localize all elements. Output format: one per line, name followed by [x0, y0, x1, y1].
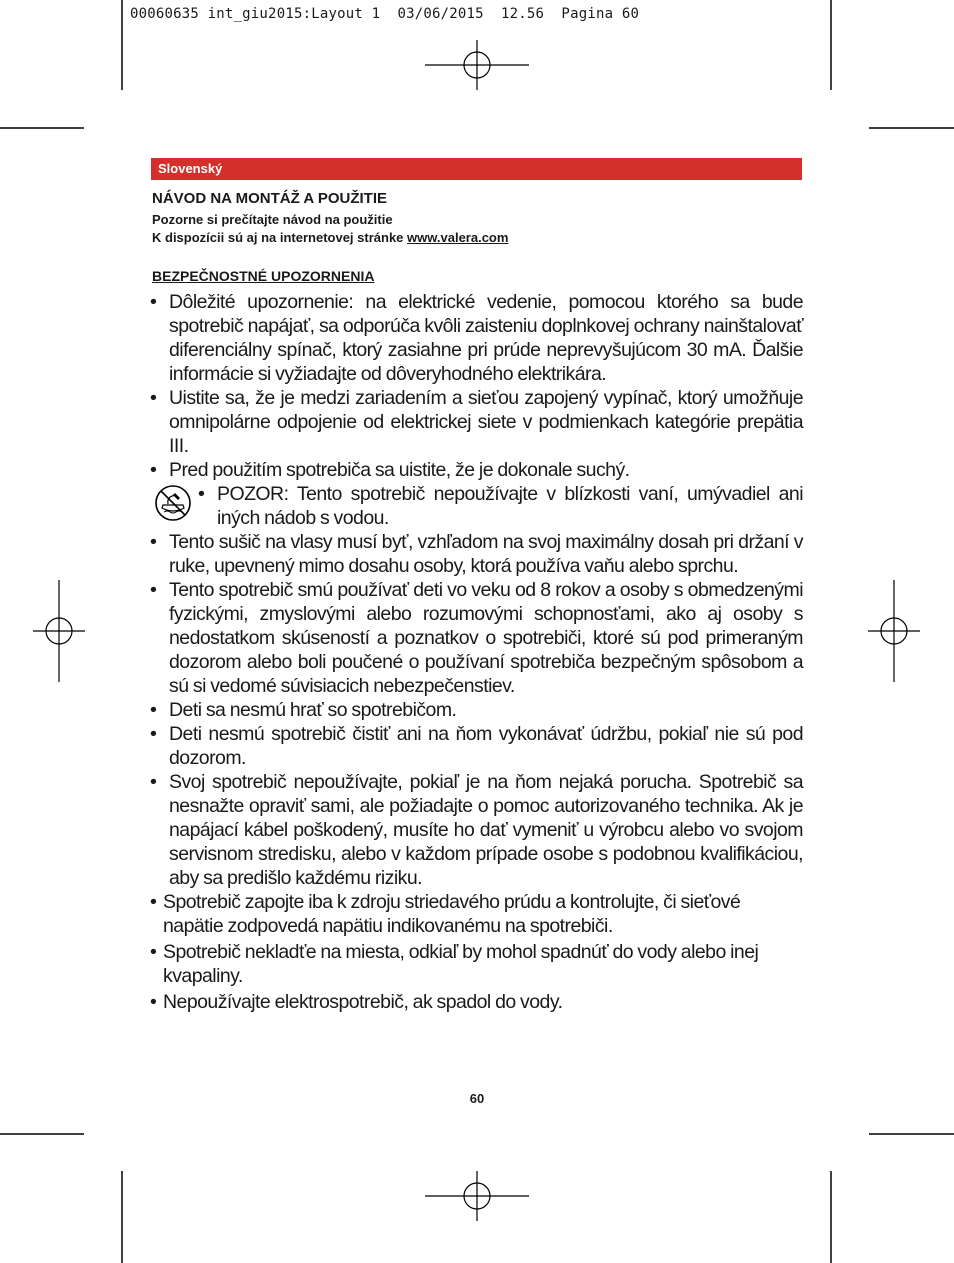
item-text: POZOR: Tento spotrebič nepoužívajte v blízkosti vaní, umývadiel ani iných nádob s vodou.	[217, 483, 803, 529]
list-item	[150, 386, 803, 458]
list-item	[150, 698, 803, 722]
bullet: •	[150, 531, 157, 553]
page-number: 60	[469, 1091, 485, 1106]
language-label: Slovenský	[158, 161, 223, 176]
manual-subtitle: Pozorne si prečítajte návod na použitie	[152, 212, 393, 227]
bullet: •	[150, 723, 157, 745]
registration-mark-right	[868, 580, 920, 682]
item-text: Spotrebič nekladťe na miesta, odkiaľ by mohol spadnúť do vody alebo inej kvapaliny.	[163, 941, 759, 987]
bullet: •	[150, 699, 157, 721]
list-item	[150, 530, 803, 578]
list-item	[150, 458, 803, 482]
registration-mark-top	[425, 40, 529, 90]
slug-line: 00060635 int_giu2015:Layout 1 03/06/2015 12.56 Pagina 60	[130, 6, 640, 22]
no-water-bath-icon	[154, 484, 192, 522]
manual-title: NÁVOD NA MONTÁŽ A POUŽITIE	[152, 190, 387, 207]
item-text: Deti nesmú spotrebič čistiť ani na ňom vykonávať údržbu, pokiaľ nie sú pod dozorom.	[169, 723, 803, 769]
bullet: •	[150, 991, 157, 1013]
list-item	[150, 290, 803, 386]
bullet: •	[150, 941, 157, 963]
item-text: Deti sa nesmú hrať so spotrebičom.	[169, 699, 457, 721]
list-item	[150, 770, 803, 890]
bullet: •	[150, 891, 157, 913]
list-item	[150, 990, 803, 1014]
section-title: BEZPEČNOSTNÉ UPOZORNENIA	[152, 268, 375, 284]
bullet: •	[198, 483, 205, 505]
list-item-warning	[150, 482, 803, 530]
list-item	[150, 722, 803, 770]
item-text: Pred použitím spotrebiča sa uistite, že je dokonale suchý.	[169, 459, 630, 481]
safety-list	[150, 290, 803, 1014]
item-text: Nepoužívajte elektrospotrebič, ak spadol do vody.	[163, 991, 563, 1013]
registration-mark-bottom	[425, 1171, 529, 1221]
language-bar	[151, 158, 802, 180]
item-text: Svoj spotrebič nepoužívajte, pokiaľ je na ňom nejaká porucha. Spotrebič sa nesnažte opraviť sami, ale požiadajte o pomoc autorizovaného technika. Ak je napájací kábel poškodený, musíte ho dať vymeniť u výrobcu alebo vo svojom servisnom stredisku, alebo v každom prípade osobe s podobnou kvalifikáciou, aby sa predišlo každému riziku.	[169, 771, 803, 889]
item-text: Dôležité upozornenie: na elektrické vedenie, pomocou ktorého sa bude spotrebič napájať, sa odporúča kvôli zaisteniu doplnkovej ochrany nainštalovať diferenciálny spínač, ktorý zasiahne pri prúde neprevyšujúcom 30 mA. Ďalšie informácie si vyžiadajte od dôveryhodného elektrikára.	[169, 291, 803, 385]
bullet: •	[150, 291, 157, 313]
item-text: Tento sušič na vlasy musí byť, vzhľadom na svoj maximálny dosah pri držaní v ruke, upevnený mimo dosahu osoby, ktorá používa vaňu alebo sprchu.	[169, 531, 803, 577]
internet-text: K dispozícii sú aj na internetovej stránke	[152, 230, 404, 245]
bullet: •	[150, 459, 157, 481]
item-text: Uistite sa, že je medzi zariadením a sieťou zapojený vypínač, ktorý umožňuje omnipolárne odpojenie od elektrickej siete v podmienkach kategórie prepätia III.	[169, 387, 803, 457]
bullet: •	[150, 579, 157, 601]
registration-mark-left	[33, 580, 85, 682]
internet-line	[152, 230, 802, 245]
item-text: Tento spotrebič smú používať deti vo veku od 8 rokov a osoby s obmedzenými fyzickými, zmyslovými alebo rozumovými schopnosťami, ako aj osoby s nedostatkom skúseností a poznatkov o spotrebiči, ktoré sú pod primeraným dozorom alebo boli poučené o používaní spotrebiča bezpečným spôsobom a sú si vedomé súvisiacich nebezpečenstiev.	[169, 579, 803, 697]
bullet: •	[150, 387, 157, 409]
list-item	[150, 940, 803, 988]
list-item	[150, 890, 803, 938]
manual-header	[152, 190, 802, 248]
item-text: Spotrebič zapojte iba k zdroju striedavého prúdu a kontrolujte, či sieťové napätie zodpovedá napätiu indikovanému na spotrebiči.	[163, 891, 741, 937]
bullet: •	[150, 771, 157, 793]
list-item	[150, 578, 803, 698]
website-link[interactable]: www.valera.com	[407, 230, 509, 245]
